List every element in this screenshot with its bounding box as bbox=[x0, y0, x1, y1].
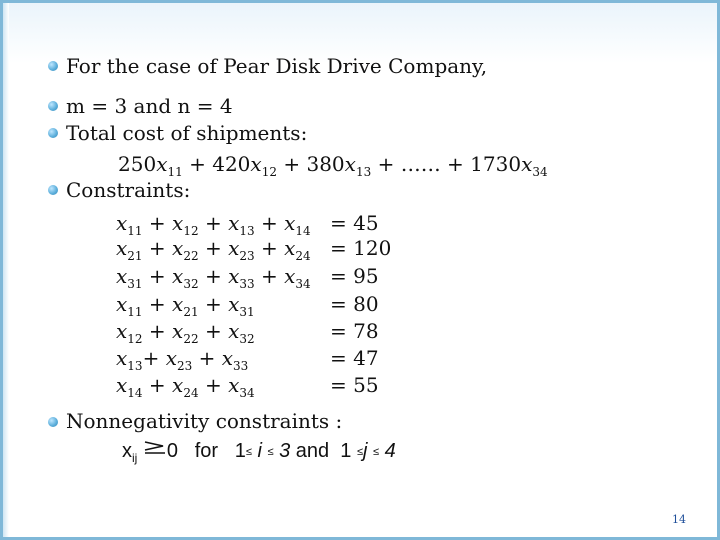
bullet-dot bbox=[48, 101, 58, 111]
nonneg-label: Nonnegativity constraints : bbox=[66, 409, 343, 433]
cost-label: Total cost of shipments: bbox=[66, 121, 308, 145]
constraint-rhs: = 95 bbox=[330, 264, 379, 288]
objective-function: $250x_{11} + 420x_{12} + 380x_{13}$ + …… + $1730x_{34}$ bbox=[118, 152, 548, 179]
bullet-dot bbox=[48, 128, 58, 138]
page-number: 14 bbox=[672, 513, 686, 526]
nonneg-condition: $x_{ij}$ 0 for 1≤ i ≤ 3 and 1 ≤j ≤ 4 bbox=[122, 439, 396, 464]
constraint-rhs: = 45 bbox=[330, 211, 379, 235]
bullet-dot bbox=[48, 185, 58, 195]
geq-icon bbox=[143, 440, 167, 454]
constraint-rhs: = 120 bbox=[330, 236, 392, 260]
constraint-row: $x_{21} + x_{22} + x_{23} + x_{24}$ bbox=[116, 236, 311, 263]
slide-left-accent bbox=[3, 3, 9, 537]
intro-text: For the case of Pear Disk Drive Company, bbox=[66, 54, 488, 78]
constraint-rhs: = 80 bbox=[330, 292, 379, 316]
bullet-dot bbox=[48, 61, 58, 71]
constraint-row: $x_{31} + x_{32} + x_{33} + x_{34}$ bbox=[116, 264, 311, 291]
constraint-row: $x_{13}+ x_{23} + x_{33}$ bbox=[116, 346, 249, 373]
constraint-row: $x_{11} + x_{12} + x_{13} + x_{14}$ bbox=[116, 211, 311, 238]
constraints-label: Constraints: bbox=[66, 178, 191, 202]
geq-symbol bbox=[143, 436, 167, 460]
constraint-row: $x_{14} + x_{24} + x_{34}$ bbox=[116, 373, 255, 400]
constraint-rhs: = 55 bbox=[330, 373, 379, 397]
constraint-rhs: = 78 bbox=[330, 319, 379, 343]
constraint-row: $x_{11} + x_{21} + x_{31}$ bbox=[116, 292, 255, 319]
bullet-dot bbox=[48, 417, 58, 427]
mn-text: m = 3 and n = 4 bbox=[66, 94, 233, 118]
constraint-row: $x_{12} + x_{22} + x_{32}$ bbox=[116, 319, 255, 346]
constraint-rhs: = 47 bbox=[330, 346, 379, 370]
